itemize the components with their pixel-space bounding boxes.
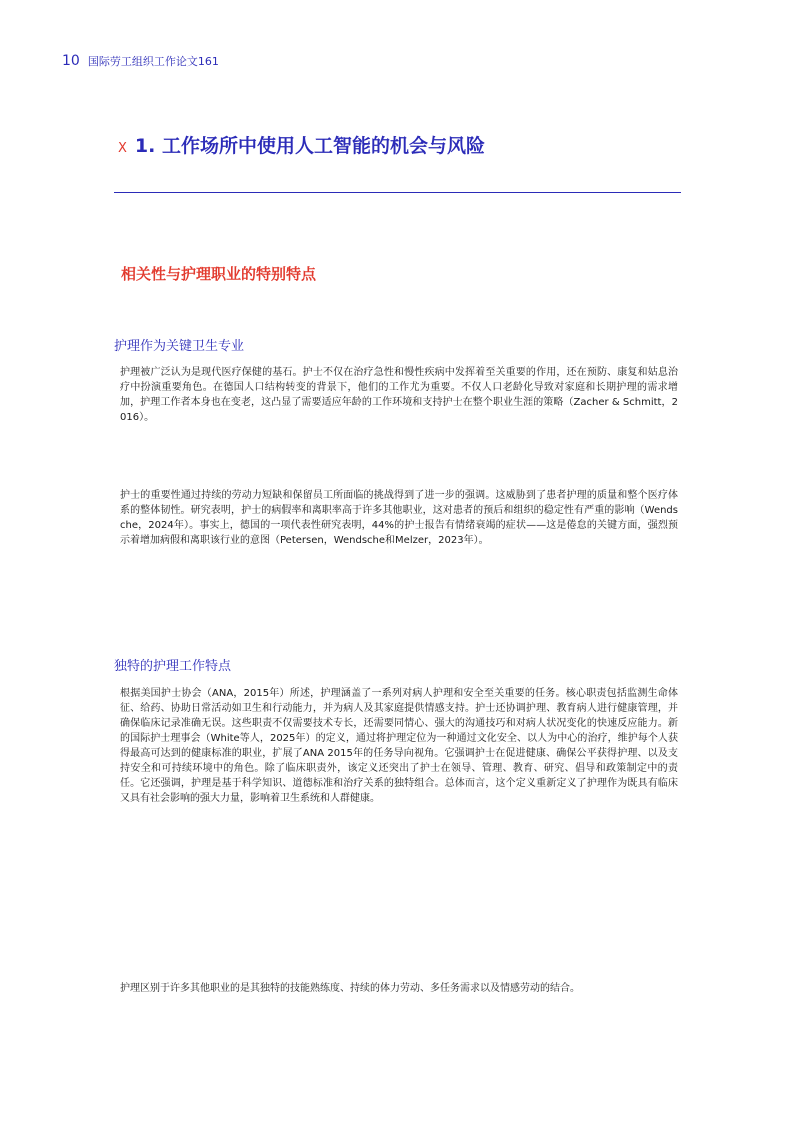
series-title: 国际劳工组织工作论文161 (87, 55, 219, 68)
paragraph-nursing-distinction: 护理区别于许多其他职业的是其独特的技能熟练度、持续的体力劳动、多任务需求以及情感劳动的结合。 (120, 983, 580, 994)
chapter-marker: X (118, 141, 127, 156)
paragraph-ana-definition: 根据美国护士协会（ANA，2015年）所述，护理涵盖了一系列对病人护理和安全至关重要的任务。核心职责包括监测生命体征、给药、协助日常活动如卫生和行动能力，并为病人及其家庭提供情感支持。护士还协调护理、教育病人进行健康管理，并确保临床记录准确无误。这些职责不仅需要技术专长，还需要同情心、强大的沟通技巧和对病人状况变化的快速反应能力。新的国际护士理事会（White等人，2025年）的定义，通过将护理定位为一种通过文化安全、以人为中心的治疗，维护每个人获得最高可达到的健康标准的职业，扩展了ANA 2015年的任务导向视角。它强调护士在促进健康、确保公平获得护理、以及支持安全和可持续环境中的角色。除了临床职责外，该定义还突出了护士在领导、管理、教育、研究、倡导和政策制定中的责任。它还强调，护理是基于科学知识、道德标准和治疗关系的独特组合。总体而言，这个定义重新定义了护理作为既具有临床又具有社会影响的强大力量，影响着卫生系统和人群健康。 (120, 688, 678, 804)
paragraph-workforce-shortage: 护士的重要性通过持续的劳动力短缺和保留员工所面临的挑战得到了进一步的强调。这威胁到了患者护理的质量和整个医疗体系的整体韧性。研究表明，护士的病假率和离职率高于许多其他职业，这对患者的预后和组织的稳定性有严重的影响（Wendsche，2024年）。事实上，德国的一项代表性研究表明，44%的护士报告有情绪衰竭的症状——这是倦怠的关键方面，强烈预示着增加病假和离职该行业的意图（Petersen，Wendsche和Melzer，2023年）。 (120, 490, 678, 546)
paragraph-nursing-cornerstone: 护理被广泛认为是现代医疗保健的基石。护士不仅在治疗急性和慢性疾病中发挥着至关重要的作用，还在预防、康复和姑息治疗中扮演重要角色。在德国人口结构转变的背景下，他们的工作尤为重要。不仅人口老龄化导致对家庭和长期护理的需求增加，护理工作者本身也在变老，这凸显了需要适应年龄的工作环境和支持护士在整个职业生涯的策略（Zacher & Schmitt，2016）。 (120, 367, 678, 423)
subsection-title-unique-nursing-features: 独特的护理工作特点 (114, 659, 232, 674)
subsection-title-nursing-key-profession: 护理作为关键卫生专业 (114, 339, 245, 354)
chapter-divider (114, 192, 681, 193)
chapter-heading (118, 131, 485, 158)
chapter-title: 1. 工作场所中使用人工智能的机会与风险 (134, 135, 485, 157)
section-title: 相关性与护理职业的特别特点 (121, 265, 317, 283)
page-number: 10 (62, 53, 80, 69)
running-header (62, 53, 219, 73)
